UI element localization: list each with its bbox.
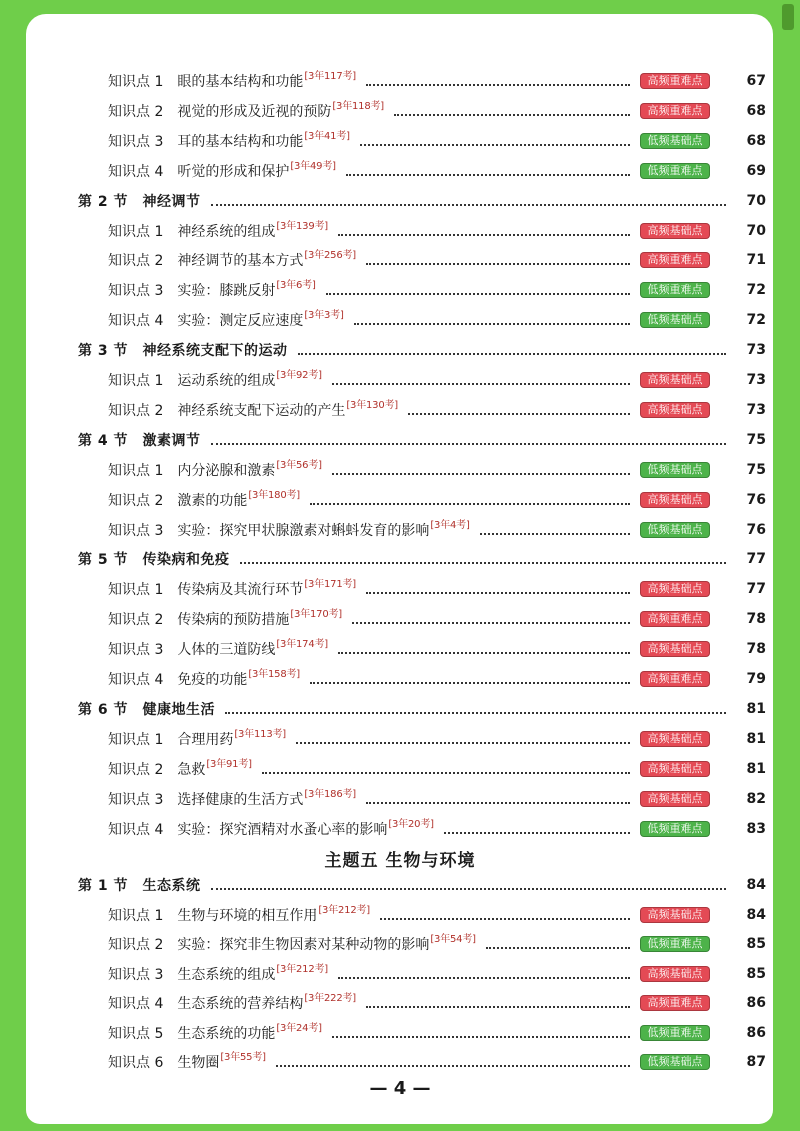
toc-section-row[interactable] (0, 337, 800, 363)
toc-point-row[interactable] (0, 636, 800, 662)
entry-title: 生态系统的组成 (177, 966, 276, 983)
point-title (108, 490, 300, 510)
page-ref: 67 (746, 73, 766, 89)
point-number: 知识点 5 (108, 1025, 164, 1042)
exam-frequency-note: [3年170考] (290, 609, 343, 621)
toc-point-row[interactable] (0, 397, 800, 423)
exam-frequency-note: [3年3考] (304, 310, 344, 322)
toc-point-row[interactable] (0, 726, 800, 752)
dot-leader (366, 1004, 630, 1008)
page-ref: 78 (746, 641, 766, 658)
exam-frequency-note: [3年92考] (276, 370, 322, 381)
point-title (108, 993, 356, 1013)
toc-point-row[interactable] (0, 367, 800, 393)
entry-title: 免疫的功能 (177, 672, 248, 688)
section-title (78, 340, 288, 360)
toc-point-row[interactable] (0, 277, 800, 303)
entry-title: 生态系统的营养结构 (177, 996, 304, 1012)
point-title (108, 370, 322, 390)
page-ref: 68 (746, 102, 766, 119)
dot-leader (338, 975, 630, 979)
dot-leader (480, 531, 630, 535)
toc-section-row[interactable] (0, 427, 800, 453)
difficulty-badge: 低频基础点 (640, 312, 710, 328)
exam-frequency-note: [3年174考] (276, 639, 329, 651)
toc-point-row[interactable] (0, 247, 800, 273)
dot-leader (310, 680, 630, 684)
section-number: 第 4 节 (78, 432, 128, 449)
theme-heading: 主题五 生物与环境 (324, 851, 476, 871)
exam-frequency-note: [3年54考] (430, 934, 476, 945)
dot-leader (276, 1063, 630, 1067)
page-ref: 83 (746, 820, 766, 837)
difficulty-badge: 低频基础点 (640, 133, 710, 149)
point-number: 知识点 3 (108, 283, 164, 300)
page-ref: 77 (746, 581, 766, 598)
page-ref: 73 (746, 342, 766, 359)
difficulty-badge: 高频重难点 (640, 611, 710, 627)
page-ref: 72 (746, 282, 766, 299)
point-number: 知识点 1 (108, 582, 164, 599)
entry-title: 传染病及其流行环节 (177, 582, 304, 599)
dot-leader (211, 441, 727, 445)
toc-point-row[interactable] (0, 576, 800, 602)
dot-leader (380, 916, 630, 920)
dot-leader (310, 501, 630, 505)
toc-section-row[interactable] (0, 696, 800, 722)
toc-section-row[interactable] (0, 872, 800, 898)
point-number: 知识点 1 (108, 223, 164, 240)
entry-title: 实验：探究非生物因素对某种动物的影响 (177, 937, 430, 953)
exam-frequency-note: [3年186考] (304, 788, 357, 800)
exam-frequency-note: [3年24考] (276, 1022, 322, 1034)
exam-frequency-note: [3年180考] (248, 489, 301, 501)
dot-leader (486, 945, 630, 949)
difficulty-badge: 低频重难点 (640, 163, 710, 179)
point-number: 知识点 4 (108, 821, 164, 838)
entry-title: 人体的三道防线 (177, 642, 276, 659)
point-title (108, 101, 384, 121)
toc-point-row[interactable] (0, 68, 800, 94)
point-title (108, 905, 370, 925)
entry-title: 健康地生活 (142, 701, 215, 718)
section-number: 第 2 节 (78, 193, 128, 210)
toc-point-row[interactable] (0, 487, 800, 513)
point-number: 知识点 4 (108, 996, 164, 1012)
exam-frequency-note: [3年55考] (220, 1052, 266, 1063)
toc-section-row[interactable] (0, 546, 800, 572)
difficulty-badge: 高频重难点 (640, 995, 710, 1011)
entry-title: 生态系统 (142, 878, 201, 894)
section-title (78, 699, 215, 719)
page-ref: 76 (746, 491, 766, 508)
corner-tab-mark (782, 4, 794, 30)
page-ref: 75 (746, 461, 766, 478)
point-title (108, 400, 398, 420)
difficulty-badge: 低频重难点 (640, 821, 710, 837)
point-title (108, 964, 328, 984)
point-number: 知识点 2 (108, 103, 164, 120)
point-title (108, 1052, 266, 1072)
entry-title: 神经调节的基本方式 (177, 253, 304, 270)
page-ref: 76 (746, 521, 766, 538)
exam-frequency-note: [3年222考] (304, 993, 357, 1004)
page-ref: 71 (746, 252, 766, 269)
dot-leader (211, 202, 727, 206)
dot-leader (296, 740, 630, 744)
section-title (78, 875, 201, 895)
entry-title: 急救 (177, 761, 206, 778)
entry-title: 激素的功能 (177, 492, 248, 509)
point-title (108, 520, 470, 540)
dot-leader (366, 261, 630, 265)
page-ref: 84 (746, 906, 766, 923)
difficulty-badge: 高频基础点 (640, 907, 710, 923)
dot-leader (354, 321, 630, 325)
point-title (108, 310, 344, 330)
exam-frequency-note: [3年171考] (304, 579, 357, 591)
dot-leader (298, 351, 727, 355)
point-title (108, 639, 328, 659)
exam-frequency-note: [3年4考] (430, 519, 470, 531)
entry-title: 生态系统的功能 (177, 1025, 276, 1042)
toc-point-row[interactable] (0, 990, 800, 1016)
page-ref: 73 (746, 372, 766, 388)
entry-title: 生物与环境的相互作用 (177, 907, 318, 924)
toc-point-row[interactable] (0, 1020, 800, 1046)
point-number: 知识点 1 (108, 731, 164, 748)
section-number: 第 6 节 (78, 701, 128, 718)
dot-leader (366, 590, 630, 594)
dot-leader (352, 620, 630, 624)
exam-frequency-note: [3年113考] (234, 728, 287, 740)
toc-point-row[interactable] (0, 606, 800, 632)
page-ref: 81 (746, 760, 766, 777)
page-ref: 75 (746, 431, 766, 448)
point-title (108, 759, 252, 779)
point-title (108, 1023, 322, 1043)
entry-title: 神经系统的组成 (177, 223, 276, 240)
page-ref: 86 (746, 1024, 766, 1041)
exam-frequency-note: [3年117考] (304, 71, 357, 82)
page-ref: 85 (746, 965, 766, 982)
page-ref: 87 (746, 1054, 766, 1070)
page-ref: 84 (746, 877, 766, 893)
point-number: 知识点 3 (108, 642, 164, 659)
point-title (108, 934, 476, 954)
point-number: 知识点 1 (108, 907, 164, 924)
difficulty-badge: 高频基础点 (640, 492, 710, 508)
point-title (108, 460, 322, 480)
dot-leader (408, 411, 630, 415)
page-number: — 4 — (369, 1078, 431, 1099)
difficulty-badge: 高频重难点 (640, 671, 710, 687)
dot-leader (211, 886, 727, 890)
section-number: 第 1 节 (78, 878, 128, 894)
entry-title: 传染病和免疫 (142, 552, 230, 569)
point-number: 知识点 4 (108, 672, 164, 688)
entry-title: 运动系统的组成 (177, 373, 276, 389)
exam-frequency-note: [3年158考] (248, 669, 301, 680)
difficulty-badge: 低频重难点 (640, 1025, 710, 1041)
toc-point-row[interactable] (0, 786, 800, 812)
exam-frequency-note: [3年20考] (388, 818, 434, 830)
point-number: 知识点 1 (108, 373, 164, 389)
dot-leader (338, 232, 630, 236)
page-ref: 73 (746, 401, 766, 418)
toc-point-row[interactable] (0, 902, 800, 928)
toc-point-row[interactable] (0, 128, 800, 154)
page-ref: 86 (746, 995, 766, 1011)
point-number: 知识点 4 (108, 313, 164, 330)
point-number: 知识点 2 (108, 402, 164, 419)
exam-frequency-note: [3年6考] (276, 280, 316, 292)
point-number: 知识点 1 (108, 74, 164, 90)
point-title (108, 280, 316, 300)
page-ref: 70 (746, 192, 766, 209)
exam-frequency-note: [3年139考] (276, 220, 329, 232)
entry-title: 实验：探究酒精对水蚤心率的影响 (177, 821, 388, 838)
page-ref: 81 (746, 700, 766, 717)
point-title (108, 729, 286, 749)
page-ref: 77 (746, 551, 766, 568)
entry-title: 实验：测定反应速度 (177, 313, 304, 330)
point-number: 知识点 3 (108, 791, 164, 808)
difficulty-badge: 高频基础点 (640, 223, 710, 239)
point-number: 知识点 1 (108, 462, 164, 479)
dot-leader (332, 1034, 630, 1038)
toc-point-row[interactable] (0, 158, 800, 184)
exam-frequency-note: [3年212考] (276, 963, 329, 975)
page-ref: 82 (746, 790, 766, 807)
point-title (108, 131, 350, 151)
difficulty-badge: 低频重难点 (640, 936, 710, 952)
dot-leader (360, 142, 630, 146)
toc-point-row[interactable] (0, 517, 800, 543)
point-title (108, 819, 434, 839)
entry-title: 实验：膝跳反射 (177, 283, 276, 300)
point-title (108, 71, 356, 91)
difficulty-badge: 高频基础点 (640, 761, 710, 777)
section-title (78, 549, 230, 569)
entry-title: 内分泌腺和激素 (177, 462, 276, 479)
dot-leader (346, 172, 630, 176)
page-ref: 70 (746, 222, 766, 239)
toc-point-row[interactable] (0, 666, 800, 692)
difficulty-badge: 低频重难点 (640, 282, 710, 298)
point-title (108, 579, 356, 599)
toc-point-row[interactable] (0, 816, 800, 842)
difficulty-badge: 高频基础点 (640, 402, 710, 418)
difficulty-badge: 低频基础点 (640, 1054, 710, 1070)
page-ref: 85 (746, 936, 766, 952)
toc-point-row[interactable] (0, 961, 800, 987)
dot-leader (394, 112, 630, 116)
exam-frequency-note: [3年41考] (304, 130, 350, 142)
toc-point-row[interactable] (0, 756, 800, 782)
point-title (108, 250, 356, 270)
dot-leader (326, 291, 630, 295)
difficulty-badge: 低频基础点 (640, 462, 710, 478)
exam-frequency-note: [3年256考] (304, 250, 357, 262)
point-number: 知识点 4 (108, 163, 164, 180)
point-number: 知识点 2 (108, 253, 164, 270)
point-number: 知识点 6 (108, 1055, 164, 1071)
difficulty-badge: 高频重难点 (640, 252, 710, 268)
exam-frequency-note: [3年212考] (318, 904, 371, 916)
toc-point-row[interactable] (0, 457, 800, 483)
difficulty-badge: 高频基础点 (640, 581, 710, 597)
toc-point-row[interactable] (0, 307, 800, 333)
page-ref: 79 (746, 671, 766, 687)
difficulty-badge: 高频基础点 (640, 791, 710, 807)
exam-frequency-note: [3年49考] (290, 160, 336, 172)
entry-title: 实验：探究甲状腺激素对蝌蚪发育的影响 (177, 522, 430, 539)
point-number: 知识点 2 (108, 492, 164, 509)
section-number: 第 3 节 (78, 343, 128, 360)
page-ref: 78 (746, 611, 766, 628)
page-ref: 68 (746, 132, 766, 149)
dot-leader (332, 381, 630, 385)
dot-leader (332, 471, 630, 475)
toc-point-row[interactable] (0, 931, 800, 957)
dot-leader (444, 830, 630, 834)
difficulty-badge: 高频重难点 (640, 73, 710, 89)
point-title (108, 221, 328, 241)
point-title (108, 161, 336, 181)
difficulty-badge: 高频基础点 (640, 372, 710, 388)
point-number: 知识点 2 (108, 612, 164, 629)
entry-title: 神经调节 (142, 193, 201, 210)
entry-title: 神经系统支配下运动的产生 (177, 402, 346, 419)
point-number: 知识点 3 (108, 966, 164, 983)
toc-section-row[interactable] (0, 188, 800, 214)
exam-frequency-note: [3年56考] (276, 459, 322, 471)
difficulty-badge: 低频基础点 (640, 522, 710, 538)
section-title (78, 430, 201, 450)
point-title (108, 669, 300, 689)
dot-leader (366, 82, 630, 86)
page-ref: 72 (746, 312, 766, 329)
entry-title: 眼的基本结构和功能 (177, 74, 304, 90)
entry-title: 生物圈 (177, 1055, 220, 1071)
toc-point-row[interactable] (0, 98, 800, 124)
dot-leader (262, 770, 630, 774)
dot-leader (240, 560, 727, 564)
toc-point-row[interactable] (0, 1049, 800, 1075)
point-number: 知识点 2 (108, 761, 164, 778)
page-ref: 81 (746, 730, 766, 747)
section-number: 第 5 节 (78, 552, 128, 569)
dot-leader (225, 710, 726, 714)
exam-frequency-note: [3年91考] (206, 758, 252, 770)
entry-title: 传染病的预防措施 (177, 612, 290, 629)
difficulty-badge: 高频基础点 (640, 966, 710, 982)
exam-frequency-note: [3年130考] (346, 399, 399, 411)
entry-title: 合理用药 (177, 731, 234, 748)
point-number: 知识点 2 (108, 937, 164, 953)
point-title (108, 789, 356, 809)
exam-frequency-note: [3年118考] (332, 100, 385, 112)
point-number: 知识点 3 (108, 133, 164, 150)
dot-leader (338, 650, 630, 654)
entry-title: 视觉的形成及近视的预防 (177, 103, 332, 120)
section-title (78, 191, 201, 211)
entry-title: 听觉的形成和保护 (177, 163, 290, 180)
difficulty-badge: 高频基础点 (640, 731, 710, 747)
point-number: 知识点 3 (108, 522, 164, 539)
entry-title: 耳的基本结构和功能 (177, 133, 304, 150)
dot-leader (366, 800, 630, 804)
difficulty-badge: 高频基础点 (640, 641, 710, 657)
entry-title: 选择健康的生活方式 (177, 791, 304, 808)
entry-title: 激素调节 (142, 432, 201, 449)
entry-title: 神经系统支配下的运动 (142, 343, 288, 360)
difficulty-badge: 高频重难点 (640, 103, 710, 119)
point-title (108, 609, 342, 629)
toc-point-row[interactable] (0, 218, 800, 244)
page-ref: 69 (746, 162, 766, 179)
